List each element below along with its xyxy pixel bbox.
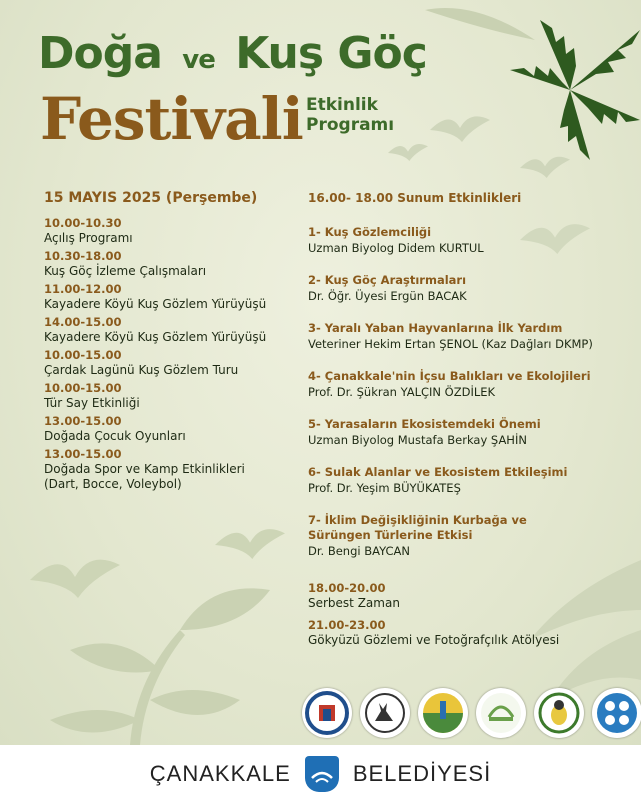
talk-speaker: Dr. Öğr. Üyesi Ergün BACAK	[308, 289, 467, 303]
talk-item	[308, 513, 638, 559]
schedule-item	[44, 414, 304, 444]
hunter-logo	[418, 688, 468, 738]
schedule-time: 13.00-15.00	[44, 447, 122, 461]
schedule-item	[44, 249, 304, 279]
schedule-time: 10.00-15.00	[44, 381, 122, 395]
subtitle-line2: Programı	[306, 114, 395, 135]
schedule-activity: Doğada Spor ve Kamp Etkinlikleri	[44, 462, 245, 476]
footer-municipality: BELEDİYESİ	[352, 761, 492, 786]
session-heading: 16.00- 18.00 Sunum Etkinlikleri	[308, 191, 522, 205]
festival-title-line2: Festivali	[40, 85, 303, 153]
evening-item	[308, 618, 638, 648]
evening-activity: Gökyüzü Gözlemi ve Fotoğrafçılık Atölyesi	[308, 633, 560, 647]
plant-silhouette-decoration	[40, 560, 300, 745]
talk-speaker: Prof. Dr. Yeşim BÜYÜKATEŞ	[308, 481, 461, 495]
talk-item	[308, 465, 638, 496]
schedule-activity: Kuş Göç İzleme Çalışmaları	[44, 264, 207, 278]
deer-logo	[360, 688, 410, 738]
talk-title: 3- Yaralı Yaban Hayvanlarına İlk Yardım	[308, 321, 563, 335]
talk-item	[308, 225, 638, 256]
talk-item	[308, 273, 638, 304]
evening-time: 21.00-23.00	[308, 618, 386, 632]
talk-title-continued: Sürüngen Türlerine Etkisi	[308, 528, 473, 542]
evening-item	[308, 581, 638, 611]
petokder-logo	[476, 688, 526, 738]
footer-city-name: ÇANAKKALE	[149, 761, 291, 786]
talk-item	[308, 369, 638, 400]
partner-logos	[302, 688, 641, 738]
talk-item	[308, 417, 638, 448]
program-subtitle	[306, 96, 394, 135]
subtitle-line1: Etkinlik	[306, 95, 378, 115]
evening-activity: Serbest Zaman	[308, 596, 400, 610]
schedule-activity: Açılış Programı	[44, 231, 133, 245]
date-heading: 15 MAYIS 2025 (Perşembe)	[44, 190, 258, 206]
ocbd-logo	[592, 688, 641, 738]
schedule-activity: Çardak Lagünü Kuş Gözlem Turu	[44, 363, 239, 377]
talk-speaker: Veteriner Hekim Ertan ŞENOL (Kaz Dağları DKMP)	[308, 337, 593, 351]
title-connector: ve	[182, 45, 215, 75]
talk-title: 4- Çanakkale'nin İçsu Balıkları ve Ekolojileri	[308, 369, 591, 383]
talk-speaker: Prof. Dr. Şükran YALÇIN ÖZDİLEK	[308, 385, 496, 399]
title-word-kus-goc: Kuş Göç	[235, 28, 427, 79]
schedule-time: 10.00-10.30	[44, 216, 122, 230]
leaf-branch-decoration	[425, 0, 535, 60]
schedule-item	[44, 381, 304, 411]
schedule-item	[44, 282, 304, 312]
presentation-schedule	[308, 190, 638, 651]
schedule-time: 14.00-15.00	[44, 315, 122, 329]
schedule-time: 10.00-15.00	[44, 348, 122, 362]
schedule-activity-detail: (Dart, Bocce, Voleybol)	[44, 477, 182, 491]
talk-title: 2- Kuş Göç Araştırmaları	[308, 273, 467, 287]
municipality-footer	[0, 745, 641, 803]
bird-silhouette-decoration	[388, 138, 428, 168]
talk-speaker: Uzman Biyolog Didem KURTUL	[308, 241, 484, 255]
schedule-item	[44, 315, 304, 345]
talk-speaker: Dr. Bengi BAYCAN	[308, 544, 411, 558]
university-logo	[302, 688, 352, 738]
talk-title: 5- Yarasaların Ekosistemdeki Önemi	[308, 417, 541, 431]
schedule-activity: Doğada Çocuk Oyunları	[44, 429, 186, 443]
talk-item	[308, 321, 638, 352]
bird-society-logo	[534, 688, 584, 738]
schedule-activity: Kayadere Köyü Kuş Gözlem Yürüyüşü	[44, 330, 267, 344]
schedule-activity: Kayadere Köyü Kuş Gözlem Yürüyüşü	[44, 297, 267, 311]
day-schedule	[44, 190, 304, 495]
talk-speaker: Uzman Biyolog Mustafa Berkay ŞAHİN	[308, 433, 527, 447]
schedule-item	[44, 447, 304, 492]
schedule-time: 13.00-15.00	[44, 414, 122, 428]
talk-title: 7- İklim Değişikliğinin Kurbağa ve	[308, 513, 527, 527]
schedule-item	[44, 216, 304, 246]
municipality-emblem-icon	[305, 756, 339, 792]
bird-silhouette-decoration	[430, 110, 490, 150]
bird-silhouette-decoration	[520, 150, 570, 186]
talk-title: 1- Kuş Gözlemciliği	[308, 225, 432, 239]
schedule-time: 10.30-18.00	[44, 249, 122, 263]
schedule-item	[44, 348, 304, 378]
talk-title: 6- Sulak Alanlar ve Ekosistem Etkileşimi	[308, 465, 568, 479]
festival-title-line1	[38, 28, 427, 79]
schedule-activity: Tür Say Etkinliği	[44, 396, 140, 410]
schedule-time: 11.00-12.00	[44, 282, 122, 296]
evening-time: 18.00-20.00	[308, 581, 386, 595]
title-word-doga: Doğa	[38, 28, 162, 79]
